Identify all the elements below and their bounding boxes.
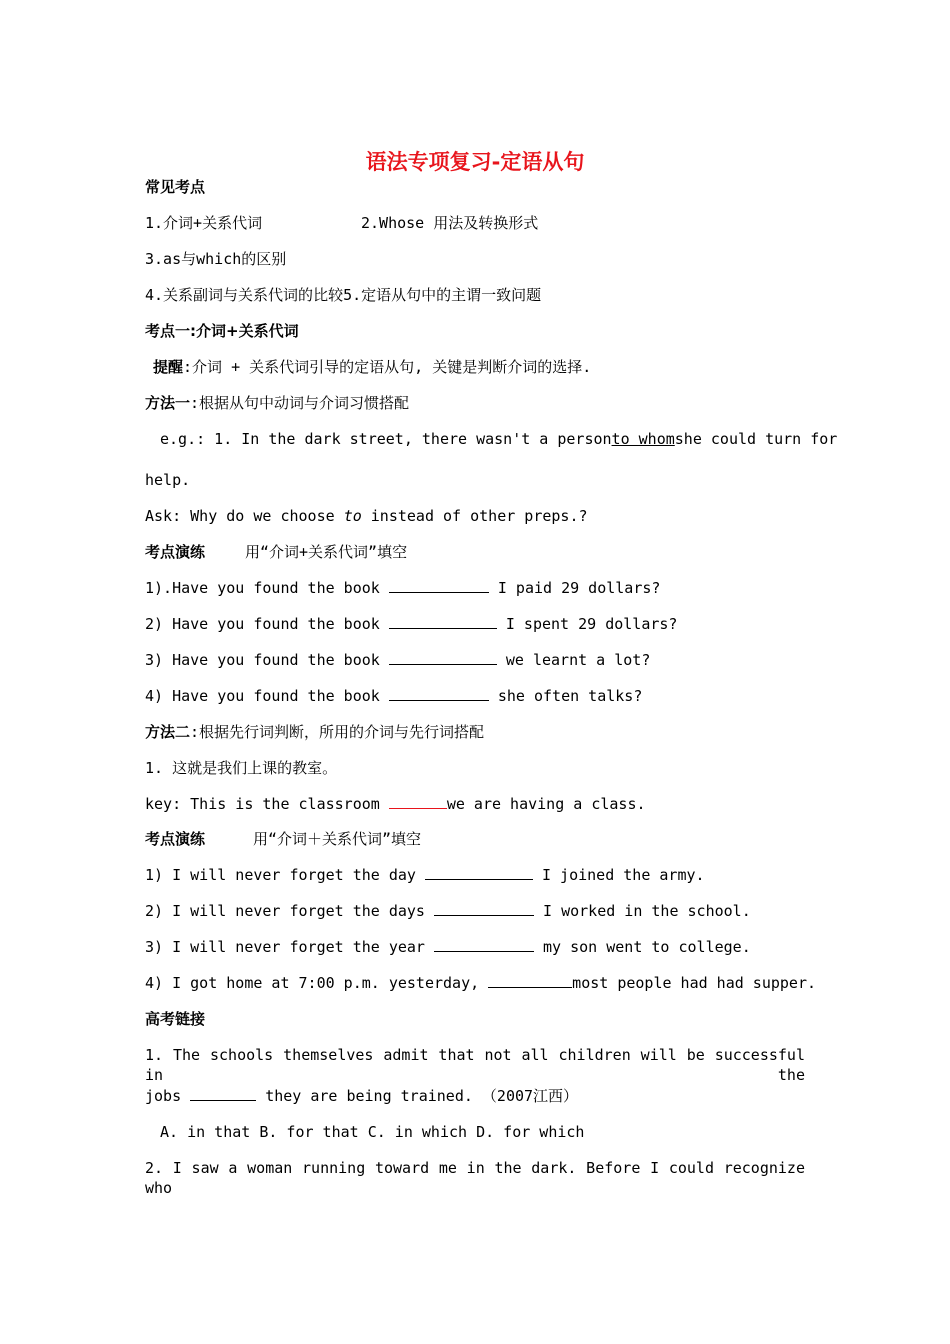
- question-text: 2) I will never forget the days: [145, 902, 425, 920]
- common-point-3: 3.as与which的区别: [145, 250, 287, 268]
- question-text: 1).Have you found the book: [145, 579, 380, 597]
- question-text-end: my son went to college.: [543, 938, 751, 956]
- common-point-1: 1.介词+关系代词: [145, 214, 263, 232]
- answer-blank[interactable]: [389, 664, 497, 665]
- question-text: 4) Have you found the book: [145, 687, 380, 705]
- ask-italic-word: to: [343, 507, 362, 525]
- gaokao-q1-options: A. in that B. for that C. in which D. for which: [160, 1123, 585, 1141]
- tip-label: 提醒: [153, 358, 184, 376]
- ask-line: [145, 506, 810, 526]
- point1-heading: 考点一:介词+关系代词: [145, 322, 299, 340]
- practice1-question-4: [145, 686, 810, 706]
- practice1-heading-row: [145, 542, 810, 562]
- practice2-heading-row: [145, 829, 810, 849]
- gaokao-q1-line-2: [145, 1086, 810, 1106]
- key-blank[interactable]: [389, 808, 447, 809]
- common-point-4: 4.关系副词与关系代词的比较5.定语从句中的主谓一致问题: [145, 286, 542, 304]
- key-text-end: we are having a class.: [446, 795, 646, 813]
- gaokao-heading: 高考链接: [145, 1010, 206, 1028]
- answer-blank[interactable]: [434, 915, 534, 916]
- page-title: 语法专项复习-定语从句: [365, 150, 585, 174]
- common-points-heading: 常见考点: [145, 178, 206, 196]
- practice2-question-2: [145, 901, 810, 921]
- question-text: 1) I will never forget the day: [145, 866, 416, 884]
- question-text-end: they are being trained. （2007江西）: [265, 1087, 579, 1105]
- question-text-end: she often talks?: [497, 687, 643, 705]
- practice2-question-3: [145, 937, 810, 957]
- example-answer: to whom: [611, 430, 675, 448]
- practice2-heading: 考点演练: [145, 830, 206, 848]
- method1-label: 方法一: [145, 394, 191, 412]
- practice2-question-4: [145, 973, 817, 993]
- ask-suffix: instead of other preps.?: [370, 507, 588, 525]
- question-text-end: I joined the army.: [542, 866, 705, 884]
- method1: [145, 393, 810, 413]
- method2-key: [145, 794, 810, 814]
- practice1-heading: 考点演练: [145, 543, 206, 561]
- practice1-question-2: [145, 614, 810, 634]
- question-text-end: we learnt a lot?: [505, 651, 651, 669]
- practice1-question-3: [145, 650, 810, 670]
- practice2-instruction: 用“介词＋关系代词”填空: [253, 830, 422, 848]
- example-line-1: [160, 429, 838, 449]
- tip-text: :介词 + 关系代词引导的定语从句, 关键是判断介词的选择.: [183, 358, 592, 376]
- method1-text: :根据从句中动词与介词习惯搭配: [190, 394, 410, 412]
- answer-blank[interactable]: [488, 987, 572, 988]
- answer-blank[interactable]: [389, 700, 489, 701]
- ask-prefix: Ask: Why do we choose: [145, 507, 335, 525]
- point1-tip: [153, 357, 818, 377]
- answer-blank[interactable]: [389, 592, 489, 593]
- example-line-2: help.: [145, 471, 191, 489]
- question-text-end: I paid 29 dollars?: [497, 579, 661, 597]
- question-text-end: most people had had supper.: [572, 974, 817, 992]
- question-text: jobs: [145, 1087, 182, 1105]
- method2-example: 1. 这就是我们上课的教室。: [145, 759, 338, 777]
- key-text: key: This is the classroom: [145, 795, 380, 813]
- method2-text: :根据先行词判断，所用的介词与先行词搭配: [190, 723, 485, 741]
- common-points-row-1: [145, 213, 810, 233]
- gaokao-q2-line-1: 2. I saw a woman running toward me in the dark. Before I could recognize who: [145, 1159, 805, 1197]
- example-suffix: she could turn for: [674, 430, 838, 448]
- question-text: 3) I will never forget the year: [145, 938, 425, 956]
- answer-blank[interactable]: [425, 879, 533, 880]
- common-point-2: 2.Whose 用法及转换形式: [361, 214, 539, 232]
- answer-blank[interactable]: [434, 951, 534, 952]
- question-text-end: I spent 29 dollars?: [505, 615, 678, 633]
- method2-label: 方法二: [145, 723, 191, 741]
- question-text: 2) Have you found the book: [145, 615, 380, 633]
- practice2-question-1: [145, 865, 810, 885]
- answer-blank[interactable]: [190, 1100, 256, 1101]
- question-text: 4) I got home at 7:00 p.m. yesterday,: [145, 974, 480, 992]
- method2: [145, 722, 810, 742]
- question-text-end: I worked in the school.: [543, 902, 751, 920]
- gaokao-q1-line-1: 1. The schools themselves admit that not all children will be successful in the: [145, 1046, 805, 1084]
- question-text: 3) Have you found the book: [145, 651, 380, 669]
- practice1-question-1: [145, 578, 810, 598]
- example-prefix: e.g.: 1. In the dark street, there wasn't a person: [160, 430, 612, 448]
- practice1-instruction: 用“介词+关系代词”填空: [245, 543, 408, 561]
- answer-blank[interactable]: [389, 628, 497, 629]
